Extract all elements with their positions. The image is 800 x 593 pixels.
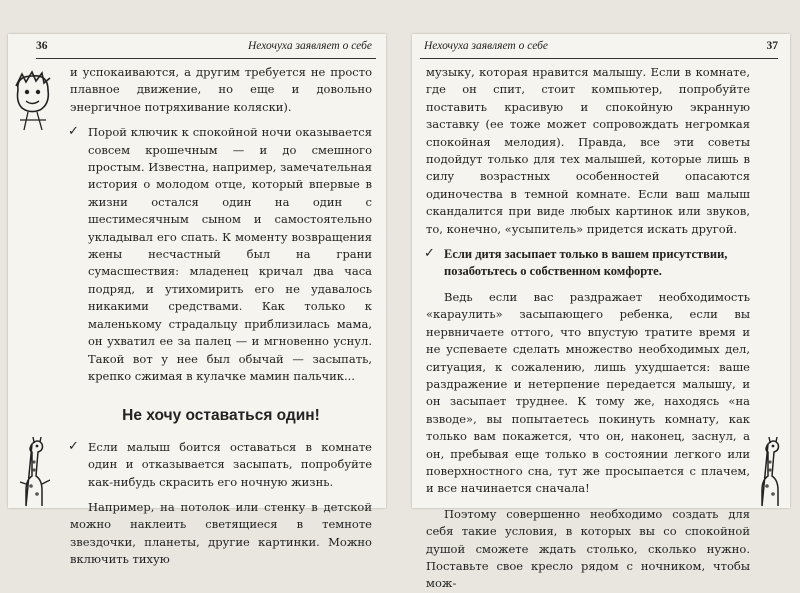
checkmark-icon: ✓ xyxy=(68,124,79,140)
paragraph: и успокаиваются, а другим требуется не просто плавное движение, но еще и довольно энергичное потряхивание коляски). xyxy=(70,65,372,114)
checkmark-icon: ✓ xyxy=(68,438,79,454)
running-head: Нехочуха заявляет о себе xyxy=(247,40,372,52)
right-page-header xyxy=(420,38,778,59)
list-item xyxy=(70,124,372,385)
list-item xyxy=(426,246,750,281)
paragraph: Например, на потолок или стенку в детской можно наклеить светящиеся в темноте звездочки, планеты, другие картинки. Можно включить тихую xyxy=(70,499,372,567)
list-item-text: Если дитя засыпает только в вашем присутствии, позаботьтесь о собственном комфорте. xyxy=(444,247,728,279)
page-number: 37 xyxy=(766,40,778,52)
paragraph: Ведь если вас раздражает необходимость «караулить» засыпающего ребенка, если вы нервничаете оттого, что впустую тратите время и не успеваете сделать множество необходимых дел, ситуация, к сожалению, лишь ухудшается: ваше раздражение и нетерпение передается малышу, и он засыпает труднее. К тому же, находясь «на взводе», вы попытаетесь покинуть комнату, как только вам покажется, что он, наконец, заснул, а он, пребывая еще только в состоянии легкого или поверхностного сна, тут же просыпается с плачем, и все начинается сначала! xyxy=(426,289,750,496)
right-page-text xyxy=(426,64,750,593)
paragraph: музыку, которая нравится малышу. Если в комнате, где он спит, стоит компьютер, попробуйте поставить красивую и спокойную экранную заставку (ее тоже может сопровождать негромкая спокойная мелодия). Правда, все эти советы подойдут только для тех малышей, которые лишь в силу возрастных особенностей опасаются одиночества в темной комнате. Если ваш малыш скандалится при виде любых картинок или звуков, то, конечно, «усыпитель» придется искать другой. xyxy=(426,65,750,236)
giraffe-doodle-icon xyxy=(12,436,56,508)
paragraph: Поэтому совершенно необходимо создать для себя такие условия, в которых вы со спокойной душой сможете ждать столько, сколько нужно. Поставьте свое кресло рядом с ночником, чтобы мож- xyxy=(426,506,750,591)
section-title: Не хочу оставаться один! xyxy=(122,407,320,425)
checkmark-icon: ✓ xyxy=(424,246,435,262)
right-page xyxy=(412,34,790,591)
left-page-text xyxy=(70,64,372,569)
giraffe-doodle-icon xyxy=(752,436,788,508)
list-item-text: Если малыш боится оставаться в комнате один и отказывается засыпать, попробуйте как-нибудь скрасить его ночную жизнь. xyxy=(88,439,372,489)
running-head: Нехочуха заявляет о себе xyxy=(424,40,549,52)
boy-face-doodle-icon xyxy=(10,70,56,134)
left-page xyxy=(8,34,386,567)
list-item xyxy=(70,439,372,491)
page-number: 36 xyxy=(36,40,48,52)
list-item-text: Порой ключик к спокойной ночи оказывается совсем крошечным — и до смешного простым. Известна, например, замечательная история о молодом отце, который впервые в жизни остался один на один с шестимесячным сыном и самостоятельно укладывал его спать. К моменту возвращения жены несчастный был на грани сумасшествия: младенец кричал два часа подряд, и утихомирить его не удавалось никакими средствами. Как только к маленькому страдальцу приблизилась мама, он ухватил ее за палец — и мгновенно уснул. Такой вот у нее был обычай — засыпать, крепко сжимая в кулачке мамин пальчик... xyxy=(88,125,372,383)
left-page-header xyxy=(36,38,376,59)
